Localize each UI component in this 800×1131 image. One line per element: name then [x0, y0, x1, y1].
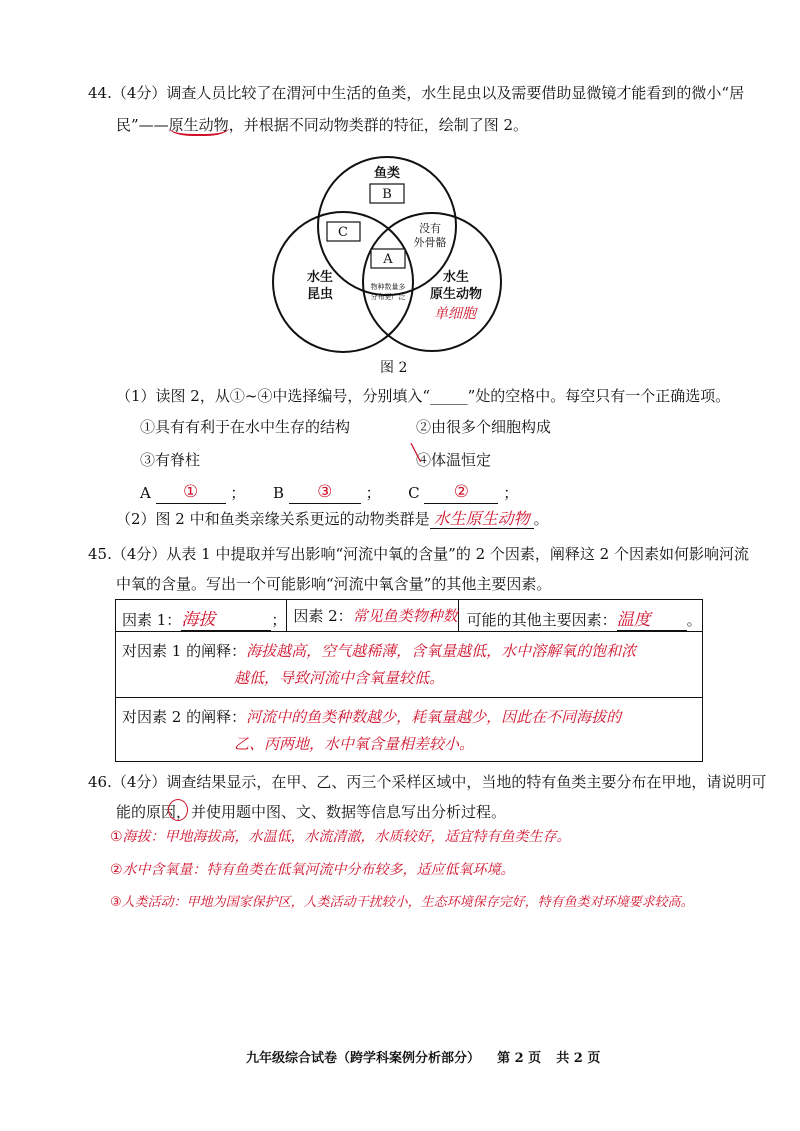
- q46-reason-circle-mark: [168, 799, 188, 821]
- figure-caption: 图 2: [380, 360, 408, 376]
- label-b: B: [272, 484, 285, 502]
- other-factor-answer: 温度: [617, 605, 687, 631]
- q46-answer-2: ②水中含氧量：特有鱼类在低氧河流中分布较多，适应低氧环境。: [110, 862, 515, 878]
- sep-b: ；: [365, 484, 381, 502]
- explain2-cell[interactable]: [116, 698, 703, 762]
- footer: [246, 1047, 600, 1066]
- q44-stem-line1: 44.（4分）调查人员比较了在渭河中生活的鱼类，水生昆虫以及需要借助显微镜才能看到的微小“居: [88, 84, 745, 102]
- explain2-line1: 河流中的鱼类种数越少，耗氧量越少，因此在不同海拔的: [246, 708, 622, 726]
- protozoa-label-2: 原生动物: [429, 287, 483, 302]
- q46-answer-1: ①海拔：甲地海拔高，水温低，水流清澈，水质较好，适宜特有鱼类生存。: [110, 829, 571, 845]
- factor1-label: 因素 1：: [122, 611, 182, 629]
- protozoa-label-1: 水生: [442, 270, 470, 285]
- factor2-answer: 常见鱼类物种数: [352, 607, 458, 625]
- answer-b: ③: [317, 482, 333, 502]
- blank-a[interactable]: [156, 482, 226, 504]
- option-4-text: ④体温恒定: [416, 451, 492, 469]
- q45-answer-table: [115, 599, 703, 762]
- insect-label-2: 昆虫: [306, 287, 334, 302]
- fish-label: 鱼类: [373, 166, 401, 181]
- factor1-answer: 海拔: [181, 605, 271, 631]
- q45-stem-line2: 中氧的含量。写出一个可能影响“河流中氧含量”的其他主要因素。: [116, 575, 552, 593]
- q44-sub2: [116, 508, 549, 530]
- option-4-strike-mark: ╲: [411, 443, 421, 462]
- no-skeleton-1: 没有: [419, 222, 441, 235]
- insect-label-1: 水生: [306, 270, 334, 285]
- sep-c: ；: [503, 484, 519, 502]
- box-b-label: B: [382, 187, 392, 202]
- q44-sub2-text: （2）图 2 中和鱼类亲缘关系更远的动物类群是: [116, 510, 430, 528]
- other-factor-cell[interactable]: 可能的其他主要因素：温度 。: [458, 600, 702, 632]
- explain1-cell[interactable]: [116, 632, 703, 698]
- q46-stem-line2: 能的原因，并使用题中图、文、数据等信息写出分析过程。: [116, 803, 507, 821]
- other-factor-label: 可能的其他主要因素：: [466, 611, 617, 629]
- option-3: ③有脊柱: [140, 451, 201, 469]
- explain2-label: 对因素 2 的阐释：: [122, 708, 247, 726]
- q44-highlight-protozoa: 原生动物: [168, 116, 229, 134]
- explain1-label: 对因素 1 的阐释：: [122, 642, 247, 660]
- explain1-line1: 海拔越高，空气越稀薄，含氧量越低，水中溶解氧的饱和浓: [246, 642, 637, 660]
- q44-stem-line2-a: 民”——: [116, 116, 169, 134]
- factor2-cell[interactable]: [287, 600, 458, 632]
- no-skeleton-2: 外骨骼: [413, 236, 447, 249]
- q44-stem-line2: [116, 114, 528, 136]
- blank-c[interactable]: [424, 482, 498, 504]
- answer-a: ①: [183, 482, 199, 502]
- box-c-label: C: [338, 225, 348, 240]
- label-c: C: [408, 484, 420, 502]
- footer-page: 第 2 页: [497, 1051, 542, 1066]
- option-4: [416, 449, 491, 471]
- answer-c: ②: [453, 482, 470, 502]
- sep-a: ；: [230, 484, 246, 502]
- q45-stem-line1: 45.（4分）从表 1 中提取并写出影响“河流中氧的含量”的 2 个因素，阐释这 2 个因素如何影响河流: [88, 545, 749, 563]
- center-note-1: 物种数量多: [370, 283, 406, 291]
- q44-stem-line2-b: ，并根据不同动物类群的特征，绘制了图 2。: [228, 116, 529, 134]
- q44-sub2-end: 。: [533, 510, 549, 528]
- q46-answer-3: ③人类活动：甲地为国家保护区，人类活动干扰较小，生态环境保存完好，特有鱼类对环境要求较高。: [110, 895, 694, 910]
- footer-total: 共 2 页: [556, 1051, 601, 1066]
- footer-title: 九年级综合试卷（跨学科案例分析部分）: [246, 1051, 481, 1066]
- factor1-cell[interactable]: 因素 1：海拔 ；: [116, 600, 287, 632]
- label-a: A: [140, 484, 151, 502]
- center-note-2: 分布更广泛: [370, 293, 406, 301]
- option-1: ①具有有利于在水中生存的结构: [140, 418, 351, 436]
- handwriting-single-cell: 单细胞: [434, 306, 476, 322]
- option-2: ②由很多个细胞构成: [416, 418, 552, 436]
- q46-stem-line1: 46.（4分）调查结果显示，在甲、乙、丙三个采样区域中，当地的特有鱼类主要分布在甲地，请说明可: [88, 773, 767, 791]
- factor2-label: 因素 2：: [293, 607, 353, 625]
- venn-diagram: [270, 150, 520, 360]
- blank-b[interactable]: [289, 482, 361, 504]
- explain1-line2: 越低，导致河流中含氧量较低。: [234, 669, 445, 687]
- q44-sub2-answer[interactable]: 水生原生动物: [430, 509, 534, 529]
- explain2-line2: 乙、丙两地，水中氧含量相差较小。: [234, 735, 475, 753]
- box-a-label: A: [383, 252, 393, 267]
- q44-sub1-text: （1）读图 2，从①~④中选择编号，分别填入“_____”处的空格中。每空只有一个正确选项。: [116, 387, 731, 405]
- q44-answer-row: [140, 482, 518, 504]
